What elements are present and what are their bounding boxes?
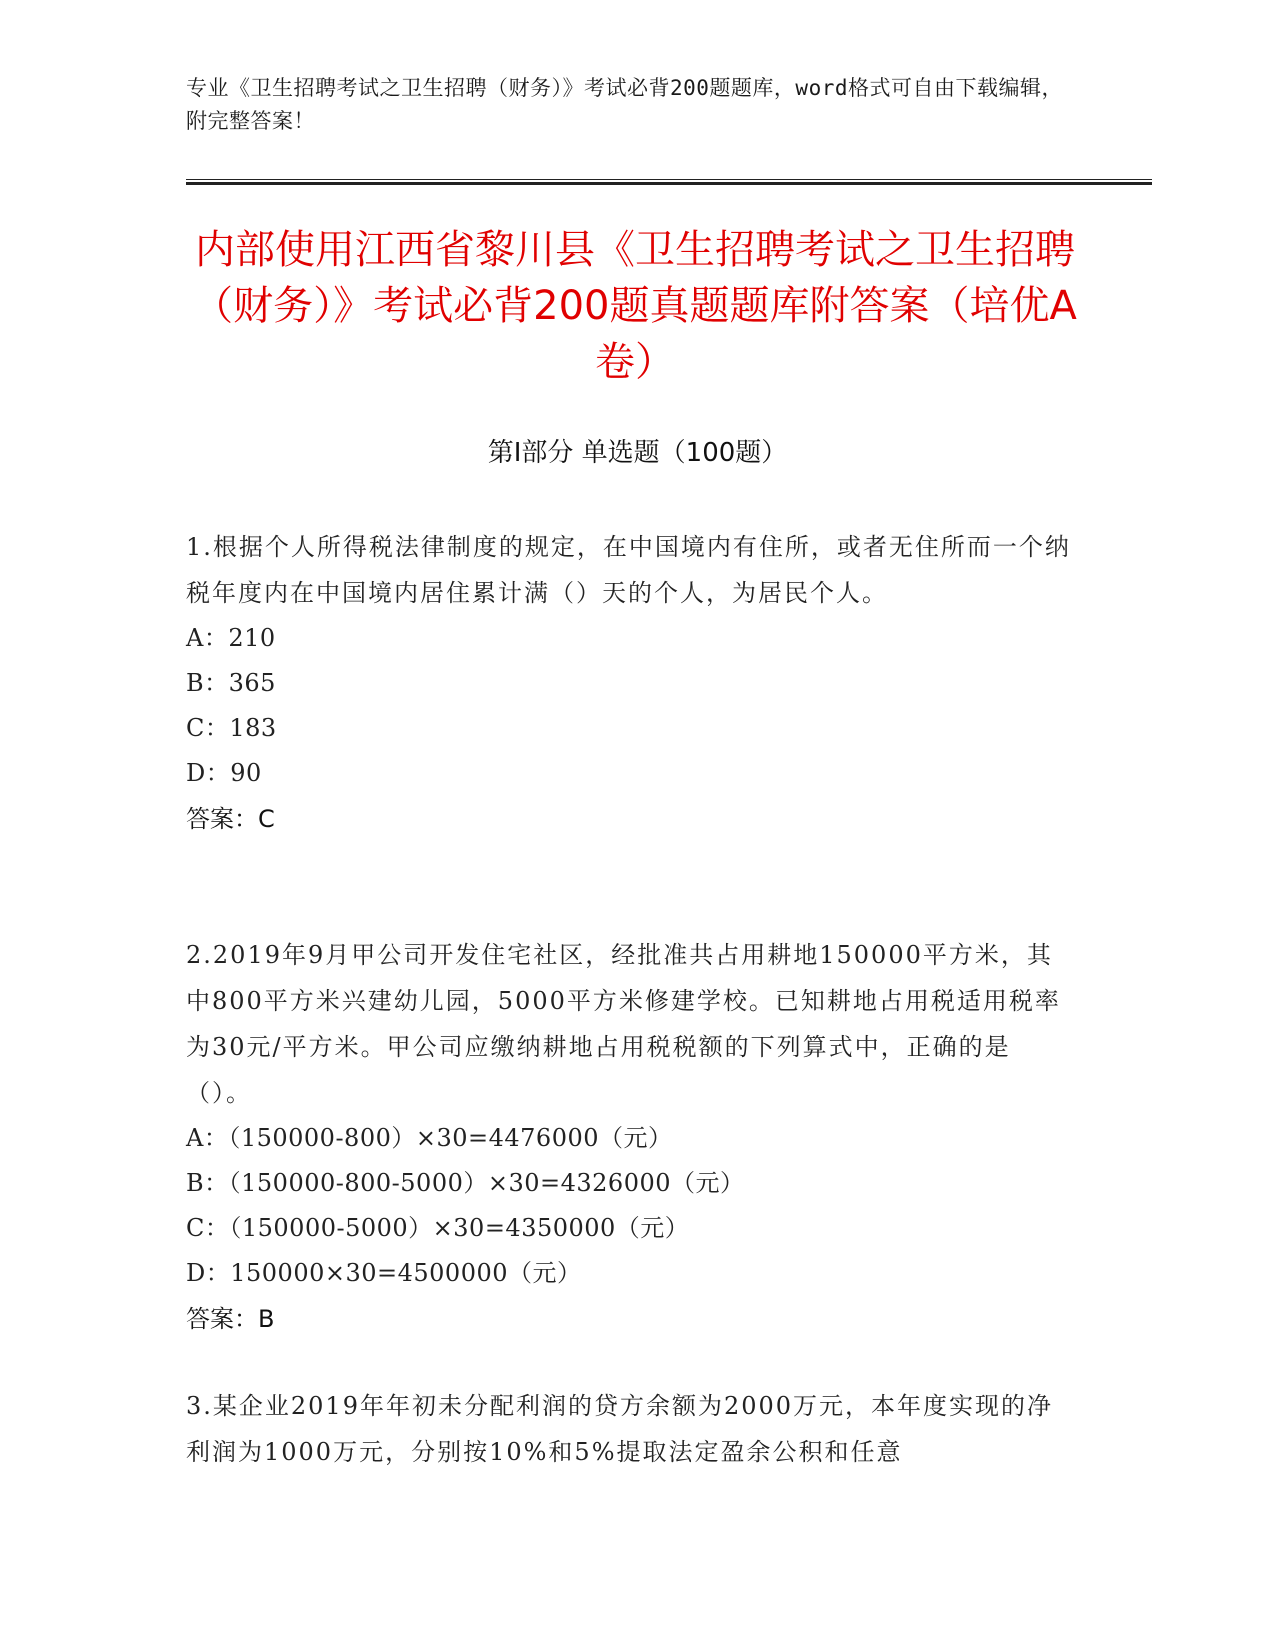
header-divider-thin	[186, 179, 1152, 180]
document-title: 内部使用江西省黎川县《卫生招聘考试之卫生招聘（财务）》考试必背200题真题题库附答案（培优A卷）	[193, 227, 1077, 385]
answer: 答案：B	[186, 1305, 275, 1333]
option-d: D：90	[186, 759, 262, 787]
option-a: A：210	[186, 624, 276, 652]
question-text: 1.根据个人所得税法律制度的规定，在中国境内有住所，或者无住所而一个纳税年度内在中国境内居住累计满（）天的个人，为居民个人。	[186, 533, 1071, 607]
question-2	[186, 932, 1076, 1342]
option-c: C：183	[186, 714, 277, 742]
question-1	[186, 524, 1076, 842]
header-divider-thick	[186, 182, 1152, 185]
question-text: 2.2019年9月甲公司开发住宅社区，经批准共占用耕地150000平方米，其中800平方米兴建幼儿园，5000平方米修建学校。已知耕地占用税适用税率为30元/平方米。甲公司应缴纳耕地占用税税额的下列算式中，正确的是（）。	[186, 941, 1061, 1107]
option-c: C：（150000-5000）×30=4350000（元）	[186, 1214, 690, 1242]
option-a: A：（150000-800）×30=4476000（元）	[186, 1124, 673, 1152]
answer: 答案：C	[186, 805, 275, 833]
option-b: B：（150000-800-5000）×30=4326000（元）	[186, 1169, 745, 1197]
header-note: 专业《卫生招聘考试之卫生招聘（财务）》考试必背200题题库，word格式可自由下载编辑，附完整答案！	[186, 76, 1063, 133]
question-text: 3.某企业2019年年初未分配利润的贷方余额为2000万元，本年度实现的净利润为1000万元，分别按10%和5%提取法定盈余公积和任意	[186, 1392, 1054, 1466]
option-b: B：365	[186, 669, 276, 697]
option-d: D：150000×30=4500000（元）	[186, 1259, 582, 1287]
question-3	[186, 1383, 1076, 1475]
section-title: 第Ⅰ部分 单选题（100题）	[487, 438, 788, 468]
